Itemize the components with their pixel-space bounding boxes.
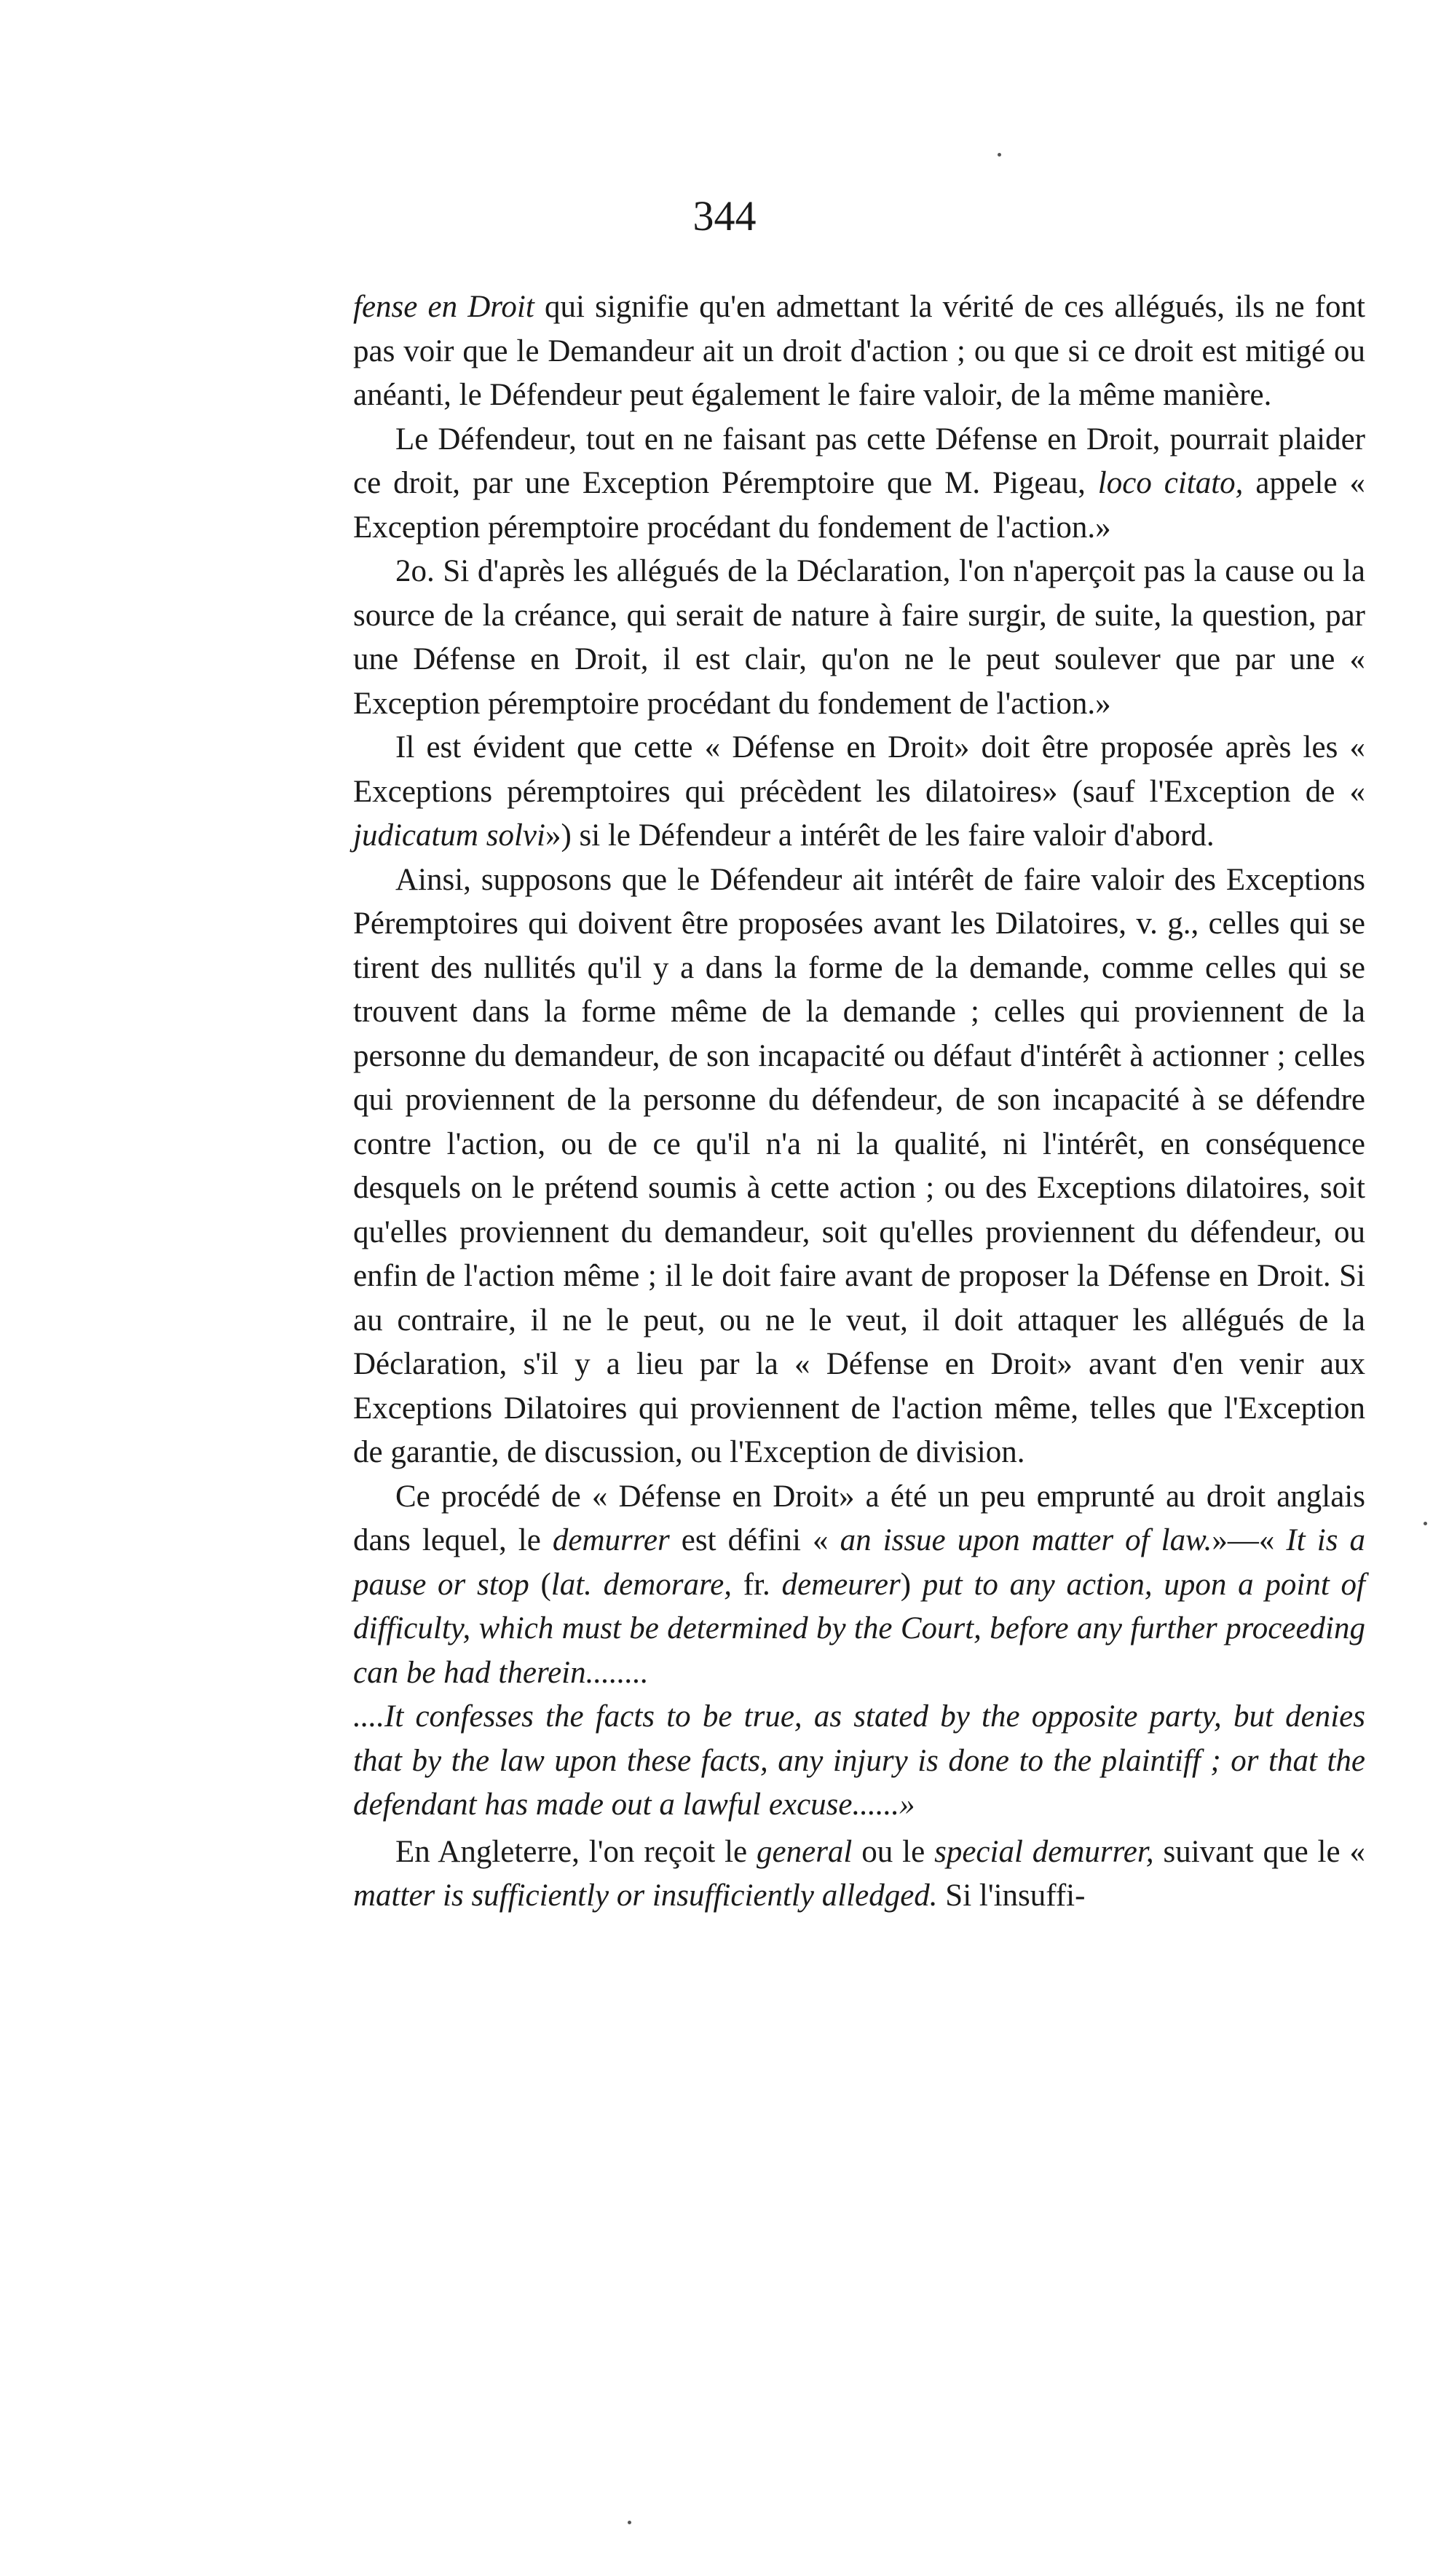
italic-text: judicatum solvi (353, 818, 545, 853)
paragraph-p6 (353, 1475, 1365, 1696)
page-number: 344 (692, 192, 757, 240)
italic-text: lat. demorare, (550, 1567, 733, 1602)
body-text (353, 285, 1365, 1919)
paragraph-p7 (353, 1695, 1365, 1828)
text-run: fr. (732, 1567, 782, 1602)
italic-text: fense en Droit (353, 290, 534, 324)
italic-text: special demurrer, (934, 1834, 1154, 1869)
text-run: En Angleterre, l'on reçoit le (395, 1834, 757, 1869)
stray-mark-margin (1424, 1522, 1427, 1525)
italic-text: It is a pause or stop (353, 1523, 1365, 1602)
text-run: qui signifie qu'en admettant la vérité de ces allégués, ils ne font pas voir que le Demandeur ait un droit d'action ; ou que si ce droit est mitigé ou anéanti, le Défendeur peut également le faire valoir, de la même manière. (353, 290, 1365, 412)
text-run: »—« (1212, 1523, 1287, 1557)
italic-text: demurrer (552, 1523, 670, 1557)
paragraph-p4 (353, 726, 1365, 858)
text-run: Il est évident que cette « Défense en Droit» doit être proposée après les « Exceptions péremptoires qui précèdent les dilatoires» (sauf l'Exception de « (353, 730, 1365, 809)
text-run: ») si le Défendeur a intérêt de les faire valoir d'abord. (545, 818, 1215, 853)
italic-text: loco citato, (1097, 466, 1244, 500)
stray-mark-bottom (628, 2521, 631, 2524)
text-run: ou le (852, 1834, 935, 1869)
text-run: Ce procédé de « Défense en Droit» a été un peu emprunté au droit anglais dans lequel, le (353, 1479, 1365, 1557)
text-run: Ainsi, supposons que le Défendeur ait intérêt de faire valoir des Exceptions Péremptoires qui doivent être proposées avant les Dilatoires, v. g., celles qui se tirent des nullités qu'il y a dans la forme de la demande, comme celles qui se trouvent dans la forme même de la demande ; celles qui proviennent de la personne du demandeur, de son incapacité ou défaut d'intérêt à actionner ; celles qui proviennent de la personne du défendeur, de son incapacité à se défendre contre l'action, ou de ce qu'il n'a ni la qualité, ni l'intérêt, en conséquence desquels on le prétend soumis à cette action ; ou des Exceptions dilatoires, soit qu'elles proviennent du demandeur, soit qu'elles proviennent du défendeur, ou enfin de l'action même ; il le doit faire avant de proposer la Défense en Droit. Si au contraire, il ne le peut, ou ne le veut, il doit attaquer les allégués de la Déclaration, s'il y a lieu par la « Défense en Droit» avant d'en venir aux Exceptions Dilatoires qui proviennent de l'action même, telles que l'Exception de garantie, de discussion, ou l'Exception de division. (353, 862, 1365, 1469)
paragraph-p3 (353, 550, 1365, 726)
paragraph-p1 (353, 285, 1365, 418)
italic-text: general (757, 1834, 853, 1869)
text-run: ) (900, 1567, 923, 1602)
text-run: 2o. Si d'après les allégués de la Déclaration, l'on n'aperçoit pas la cause ou la source de la créance, qui serait de nature à faire surgir, de suite, la question, par une Défense en Droit, il est clair, qu'on ne le peut soulever que par une « Exception péremptoire procédant du fondement de l'action.» (353, 554, 1365, 721)
italic-text: an issue upon matter of law. (840, 1523, 1212, 1557)
text-run: ( (529, 1567, 551, 1602)
text-run: est défini « (669, 1523, 840, 1557)
text-run: Si l'insuffi- (937, 1878, 1086, 1913)
italic-text: ....It confesses the facts to be true, as stated by the opposite party, but denies that by the law upon these facts, any injury is done to the plaintiff ; or that the defendant has made out a lawful excuse...... (353, 1699, 1365, 1822)
paragraph-p2 (353, 418, 1365, 550)
text-run: appele « Exception péremptoire procédant du fondement de l'action.» (353, 466, 1365, 545)
stray-mark-top (998, 153, 1001, 157)
text-run: » (899, 1787, 915, 1822)
italic-text: matter is sufficiently or insufficiently alledged. (353, 1878, 938, 1913)
italic-text: put to any action, upon a point of difficulty, which must be determined by the Court, before any further proceeding can be had therein........ (353, 1567, 1365, 1690)
italic-text: demeurer (781, 1567, 901, 1602)
text-run: suivant que le « (1153, 1834, 1365, 1869)
paragraph-p8 (353, 1830, 1365, 1919)
paragraph-p5 (353, 858, 1365, 1475)
text-run: Le Défendeur, tout en ne faisant pas cette Défense en Droit, pourrait plaider ce droit, par une Exception Péremptoire que M. Pigeau, (353, 422, 1365, 500)
